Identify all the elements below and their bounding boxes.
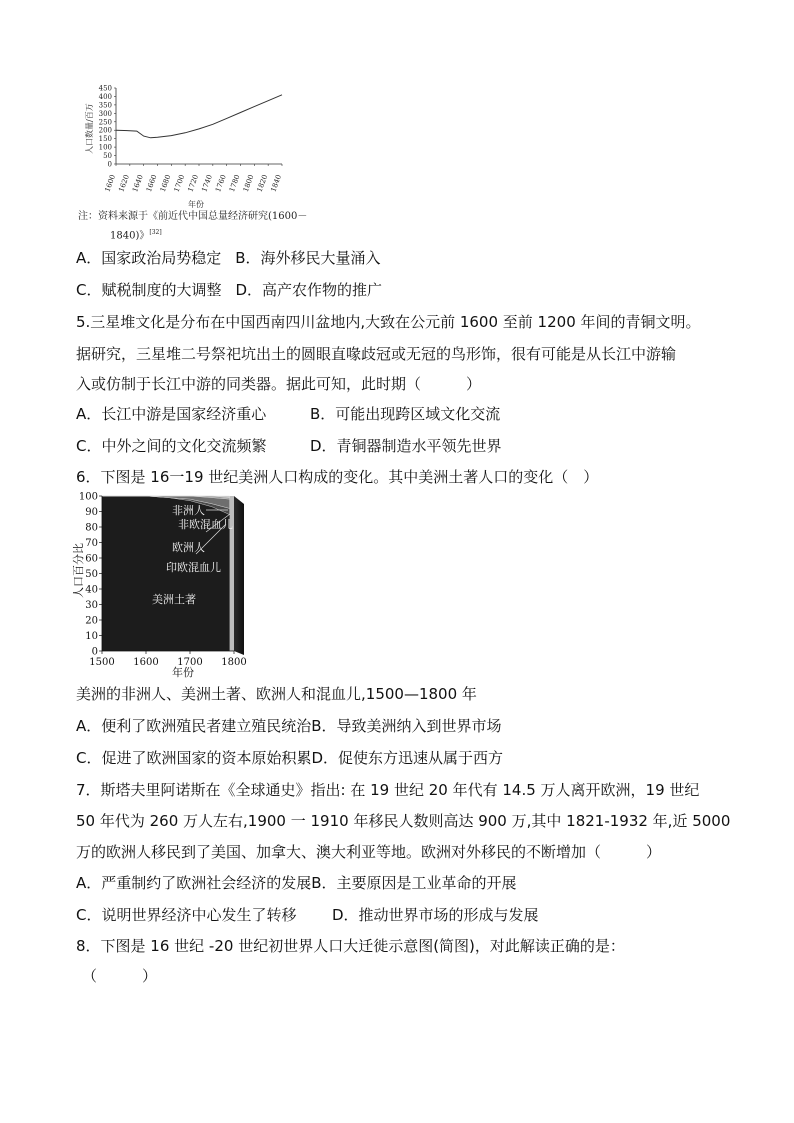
y-tick-label: 90	[85, 507, 98, 518]
y-tick-label: 20	[85, 615, 98, 627]
y-tick-label: 60	[85, 553, 98, 565]
x-tick-label: 1660	[144, 173, 159, 194]
americas-population-area-chart	[68, 490, 258, 680]
x-tick-label: 1720	[186, 173, 201, 194]
y-tick-label: 40	[85, 584, 98, 596]
q8-stem-line1: 8．下图是 16 世纪 -20 世纪初世界人口大迁徙示意图(简图)，对此解读正确的是：	[76, 937, 625, 955]
y-tick-label: 300	[98, 109, 112, 118]
q7-option-d[interactable]: D．推动世界市场的形成与发展	[332, 906, 539, 924]
q5-stem-line2: 据研究，三星堆二号祭祀坑出土的圆眼直喙歧冠或无冠的鸟形饰，很有可能是从长江中游输	[76, 345, 677, 363]
y-tick-label: 0	[91, 646, 98, 658]
q5-option-d[interactable]: D．青铜器制造水平领先世界	[310, 437, 502, 455]
x-tick-label: 1780	[227, 173, 242, 194]
x-tick-label: 1820	[255, 173, 270, 194]
q5-stem-line3: 入或仿制于长江中游的同类器。据此可知，此时期（ ）	[76, 375, 482, 393]
q7-options-row2	[76, 905, 539, 925]
q7-option-b[interactable]: B．主要原因是工业革命的开展	[311, 874, 517, 892]
q6-options-row1	[76, 716, 502, 736]
q7-stem-line3: 万的欧洲人移民到了美国、加拿大、澳大利亚等地。欧洲对外移民的不断增加（ ）	[76, 843, 662, 861]
y-tick-label: 80	[85, 522, 98, 534]
q6-option-b[interactable]: B．导致美洲纳入到世界市场	[311, 717, 502, 735]
y-tick-label: 250	[98, 118, 112, 127]
q4-option-c[interactable]: C．赋税制度的大调整	[76, 281, 222, 299]
x-tick-label: 1620	[117, 173, 131, 194]
series-label: 印欧混血儿	[166, 561, 221, 574]
q7-stem-line2: 50 年代为 260 万人左右,1900 一 1910 年移民人数则高达 900 万,其中 1821-1932 年,近 5000	[76, 812, 731, 830]
q7-option-a[interactable]: A．严重制约了欧洲社会经济的发展	[76, 874, 312, 892]
y-tick-label: 450	[98, 84, 112, 93]
q7-option-c[interactable]: C．说明世界经济中心发生了转移	[76, 906, 297, 924]
y-tick-label: 200	[98, 126, 112, 135]
x-tick-label: 1640	[131, 173, 145, 194]
y-axis-label: 人口百分比	[72, 543, 85, 598]
q5-options-row2	[76, 436, 502, 456]
x-tick-label: 1760	[214, 173, 228, 194]
series-label: 非洲人	[172, 504, 205, 517]
q7-options-row1	[76, 873, 517, 893]
x-tick-label: 1740	[200, 173, 214, 194]
x-tick-label: 1500	[89, 657, 115, 668]
q4-option-b[interactable]: B．海外移民大量涌入	[235, 249, 381, 267]
q6-option-d[interactable]: D．促使东方迅速从属于西方	[311, 749, 504, 767]
q8-answer-blank[interactable]: （ ）	[82, 967, 158, 985]
x-tick-label: 1680	[158, 173, 173, 194]
x-tick-label: 1700	[172, 173, 187, 194]
x-tick-label: 1800	[221, 657, 247, 668]
q5-option-b[interactable]: B．可能出现跨区域文化交流	[310, 405, 501, 423]
chart-source-note-line2	[110, 226, 162, 243]
x-tick-label: 1600	[133, 657, 159, 668]
q7-stem-line1: 7．斯塔夫里阿诺斯在《全球通史》指出: 在 19 世纪 20 年代有 14.5 万人离开欧洲，19 世纪	[76, 781, 700, 799]
series-label: 美洲土著	[152, 593, 196, 606]
x-axis-label: 年份	[188, 200, 204, 209]
y-tick-label: 50	[85, 569, 98, 580]
q5-options-row1	[76, 404, 500, 424]
chart-source-note-line1: 注：资料来源于《前近代中国总量经济研究(1600－	[78, 211, 308, 222]
q6-stem: 6．下图是 16一19 世纪美洲人口构成的变化。其中美洲土著人口的变化（ ）	[76, 468, 599, 486]
y-tick-label: 0	[107, 160, 112, 169]
y-tick-label: 30	[85, 600, 98, 611]
q5-option-c[interactable]: C．中外之间的文化交流频繁	[76, 437, 267, 455]
y-tick-label: 100	[98, 143, 112, 152]
y-tick-label: 150	[98, 135, 112, 144]
q4-options-row2	[76, 280, 382, 300]
x-tick-label: 1800	[241, 173, 256, 194]
x-tick-label: 1600	[103, 173, 118, 194]
q6-option-c[interactable]: C．促进了欧洲国家的资本原始积累	[76, 749, 312, 767]
note-reference: [32]	[149, 229, 162, 236]
chart-3d-side	[234, 496, 244, 655]
q5-stem-line1: 5.三星堆文化是分布在中国西南四川盆地内,大致在公元前 1600 至前 1200 年间的青铜文明。	[76, 313, 701, 331]
y-tick-label: 10	[85, 631, 98, 642]
y-tick-label: 70	[85, 538, 98, 549]
population-line-chart	[78, 84, 288, 210]
y-tick-label: 400	[98, 92, 112, 101]
y-axis-label: 人口数量/百万	[85, 103, 94, 154]
x-tick-label: 1700	[177, 657, 203, 668]
q4-options-row1	[76, 248, 381, 268]
q6-chart-caption: 美洲的非洲人、美洲土著、欧洲人和混血儿,1500—1800 年	[76, 685, 477, 703]
q6-option-a[interactable]: A．便利了欧洲殖民者建立殖民统治	[76, 717, 312, 735]
q4-option-a[interactable]: A．国家政治局势稳定	[76, 249, 222, 267]
q5-option-a[interactable]: A．长江中游是国家经济重心	[76, 405, 267, 423]
x-tick-label: 1840	[269, 173, 284, 194]
y-tick-label: 50	[103, 152, 112, 161]
series-label: 欧洲人	[172, 541, 205, 554]
note-text: 1840)》	[110, 230, 150, 242]
population-line	[116, 95, 282, 138]
x-axis-label: 年份	[172, 666, 194, 679]
q4-option-d[interactable]: D．高产农作物的推广	[235, 281, 383, 299]
q6-options-row2	[76, 748, 503, 768]
y-tick-label: 100	[78, 491, 98, 503]
series-label: 非欧混血儿	[178, 518, 233, 531]
y-tick-label: 350	[98, 101, 112, 110]
